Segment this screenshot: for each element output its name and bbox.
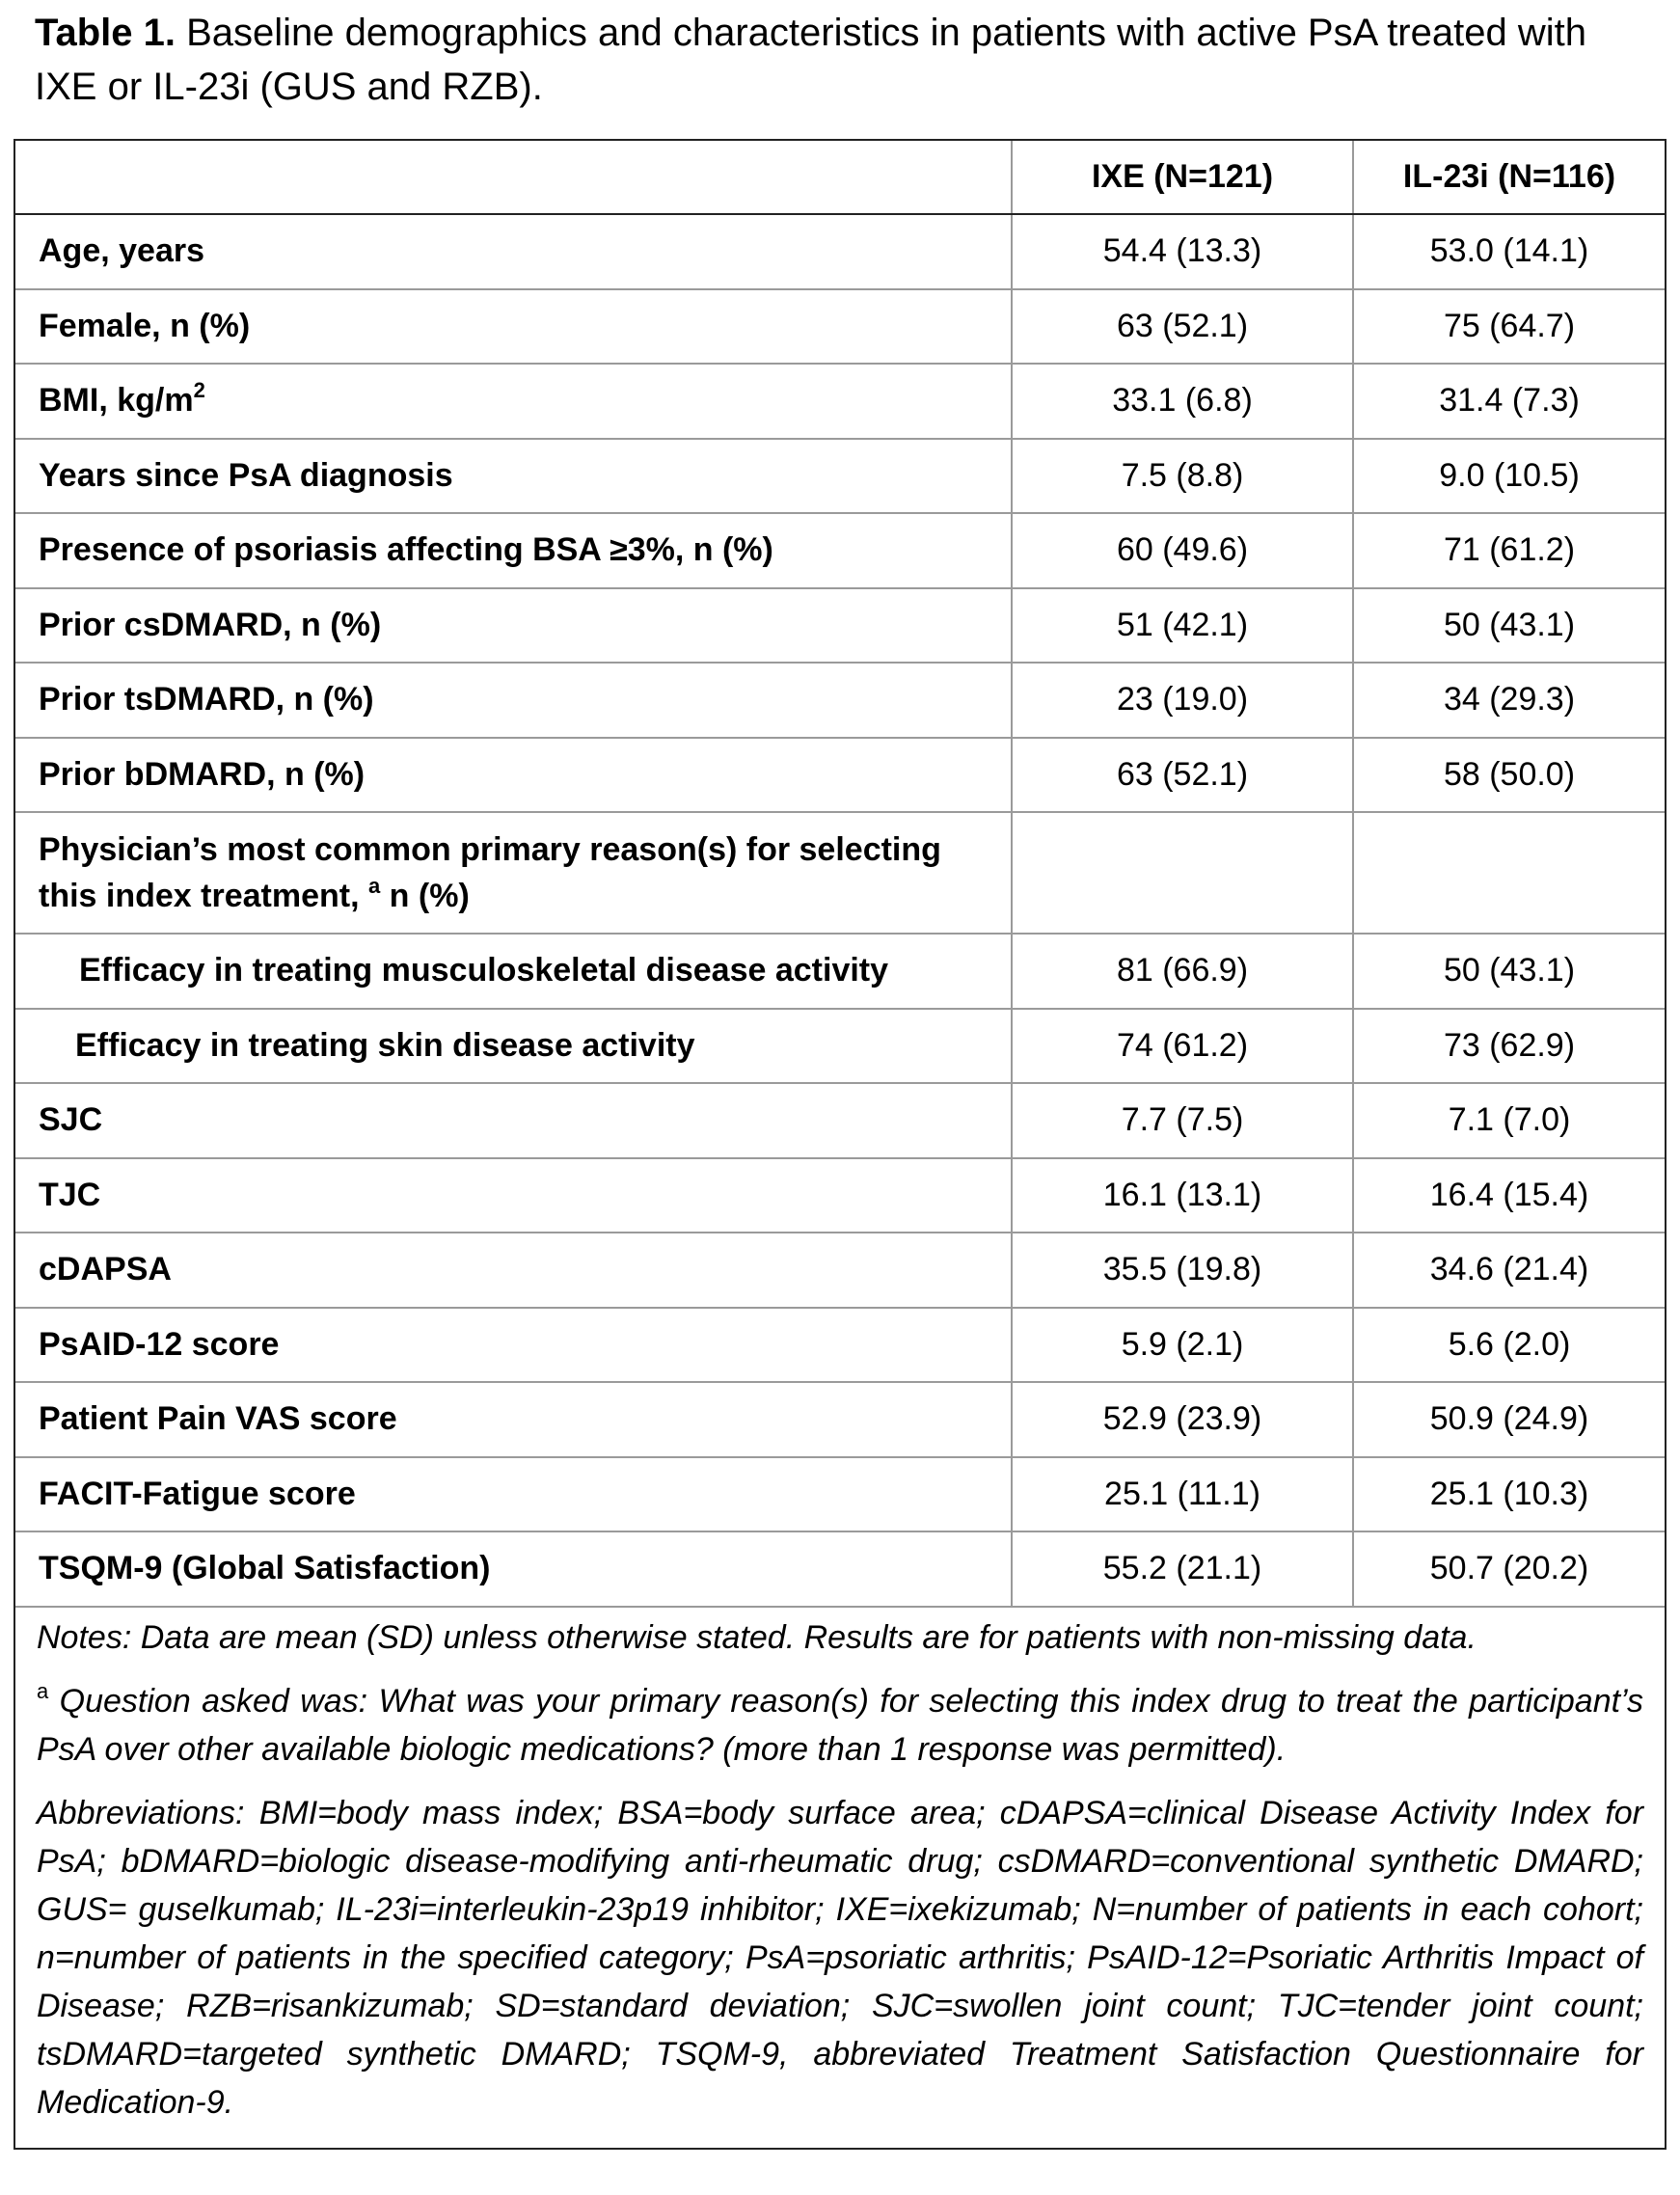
- ixe-value: 74 (61.2): [1012, 1009, 1353, 1084]
- row-label: TJC: [15, 1158, 1012, 1233]
- table-row: [15, 214, 1665, 289]
- il23i-value: 50.7 (20.2): [1353, 1531, 1665, 1607]
- caption-label: Table 1.: [35, 12, 176, 54]
- table-row: [15, 364, 1665, 439]
- table-notes: [15, 1608, 1665, 2148]
- row-label: Efficacy in treating skin disease activity: [15, 1009, 1012, 1084]
- header-ixe: IXE (N=121): [1012, 141, 1353, 214]
- footnote-text: Question asked was: What was your primary reason(s) for selecting this index drug to treat the participant’s PsA over other available biologic medications? (more than 1 response was permitted).: [37, 1682, 1643, 1768]
- il23i-value: 71 (61.2): [1353, 513, 1665, 588]
- row-label: FACIT-Fatigue score: [15, 1457, 1012, 1532]
- row-label: Female, n (%): [15, 289, 1012, 365]
- table-row: [15, 663, 1665, 738]
- il23i-value: 58 (50.0): [1353, 738, 1665, 813]
- ixe-value: 7.5 (8.8): [1012, 439, 1353, 514]
- header-il23i: IL-23i (N=116): [1353, 141, 1665, 214]
- table-row: [15, 588, 1665, 664]
- row-label: PsAID-12 score: [15, 1308, 1012, 1383]
- il23i-value: 5.6 (2.0): [1353, 1308, 1665, 1383]
- row-label: Presence of psoriasis affecting BSA ≥3%, n (%): [15, 513, 1012, 588]
- row-label: Age, years: [15, 214, 1012, 289]
- footnote-ref: a: [367, 874, 381, 898]
- table-row: [15, 934, 1665, 1009]
- il23i-value: 53.0 (14.1): [1353, 214, 1665, 289]
- table-row: [15, 289, 1665, 365]
- table-row: [15, 1308, 1665, 1383]
- ixe-value: 60 (49.6): [1012, 513, 1353, 588]
- il23i-value: 50 (43.1): [1353, 588, 1665, 664]
- row-label: BMI, kg/m: [39, 382, 194, 420]
- table-row: [15, 1158, 1665, 1233]
- demographics-table: [15, 141, 1665, 1608]
- row-label-bmi: [15, 364, 1012, 439]
- ixe-value: 55.2 (21.1): [1012, 1531, 1353, 1607]
- ixe-value: 16.1 (13.1): [1012, 1158, 1353, 1233]
- il23i-value: 50.9 (24.9): [1353, 1382, 1665, 1457]
- table-caption: [35, 6, 1655, 114]
- row-label: Prior csDMARD, n (%): [15, 588, 1012, 664]
- il23i-value: 34 (29.3): [1353, 663, 1665, 738]
- il23i-value: 73 (62.9): [1353, 1009, 1665, 1084]
- il23i-value: 25.1 (10.3): [1353, 1457, 1665, 1532]
- il23i-value: 31.4 (7.3): [1353, 364, 1665, 439]
- il23i-value: 16.4 (15.4): [1353, 1158, 1665, 1233]
- table-row: [15, 513, 1665, 588]
- ixe-value: 54.4 (13.3): [1012, 214, 1353, 289]
- ixe-value: 25.1 (11.1): [1012, 1457, 1353, 1532]
- ixe-value: [1012, 812, 1353, 934]
- table-frame: [14, 139, 1666, 2150]
- abbreviations: Abbreviations: BMI=body mass index; BSA=body surface area; cDAPSA=clinical Disease Activity Index for PsA; bDMARD=biologic disease-modifying anti-rheumatic drug; csDMARD=conventional synthetic DMARD; GUS= guselkumab; IL-23i=interleukin-23p19 inhibitor; IXE=ixekizumab; N=number of patients in each cohort; n=number of patients in the specified category; PsA=psoriatic arthritis; PsAID-12=Psoriatic Arthritis Impact of Disease; RZB=risankizumab; SD=standard deviation; SJC=swollen joint count; TJC=tender joint count; tsDMARD=targeted synthetic DMARD; TSQM-9, abbreviated Treatment Satisfaction Questionnaire for Medication-9.: [37, 1794, 1643, 2121]
- ixe-value: 63 (52.1): [1012, 289, 1353, 365]
- row-label: Physician’s most common primary reason(s) for selecting this index treatment,: [39, 831, 941, 914]
- row-label: Patient Pain VAS score: [15, 1382, 1012, 1457]
- il23i-value: 50 (43.1): [1353, 934, 1665, 1009]
- caption-text: Baseline demographics and characteristics in patients with active PsA treated with IXE or IL-23i (GUS and RZB).: [35, 12, 1586, 108]
- row-label: Efficacy in treating musculoskeletal disease activity: [15, 934, 1012, 1009]
- ixe-value: 35.5 (19.8): [1012, 1233, 1353, 1308]
- ixe-value: 63 (52.1): [1012, 738, 1353, 813]
- header-row: [15, 141, 1665, 214]
- table-row: [15, 1083, 1665, 1158]
- ixe-value: 33.1 (6.8): [1012, 364, 1353, 439]
- row-label: TSQM-9 (Global Satisfaction): [15, 1531, 1012, 1607]
- il23i-value: [1353, 812, 1665, 934]
- row-label: Years since PsA diagnosis: [15, 439, 1012, 514]
- table-row: [15, 1009, 1665, 1084]
- ixe-value: 5.9 (2.1): [1012, 1308, 1353, 1383]
- il23i-value: 7.1 (7.0): [1353, 1083, 1665, 1158]
- footnote: [37, 1677, 1643, 1774]
- row-label-suffix: n (%): [389, 878, 470, 914]
- table-row: [15, 1382, 1665, 1457]
- ixe-value: 23 (19.0): [1012, 663, 1353, 738]
- row-label: SJC: [15, 1083, 1012, 1158]
- row-label: Prior tsDMARD, n (%): [15, 663, 1012, 738]
- table-row: [15, 1457, 1665, 1532]
- il23i-value: 34.6 (21.4): [1353, 1233, 1665, 1308]
- footnote-marker: a: [37, 1678, 49, 1703]
- row-label: cDAPSA: [15, 1233, 1012, 1308]
- table-row: [15, 738, 1665, 813]
- ixe-value: 81 (66.9): [1012, 934, 1353, 1009]
- il23i-value: 75 (64.7): [1353, 289, 1665, 365]
- il23i-value: 9.0 (10.5): [1353, 439, 1665, 514]
- section-label: [15, 812, 1012, 934]
- header-label: [15, 141, 1012, 214]
- table-row: [15, 1531, 1665, 1607]
- ixe-value: 51 (42.1): [1012, 588, 1353, 664]
- row-label: Prior bDMARD, n (%): [15, 738, 1012, 813]
- table-row-section: [15, 812, 1665, 934]
- ixe-value: 7.7 (7.5): [1012, 1083, 1353, 1158]
- table-row: [15, 439, 1665, 514]
- row-label-superscript: 2: [193, 378, 205, 403]
- table-row: [15, 1233, 1665, 1308]
- ixe-value: 52.9 (23.9): [1012, 1382, 1353, 1457]
- data-note: Notes: Data are mean (SD) unless otherwise stated. Results are for patients with non-missing data.: [37, 1618, 1477, 1656]
